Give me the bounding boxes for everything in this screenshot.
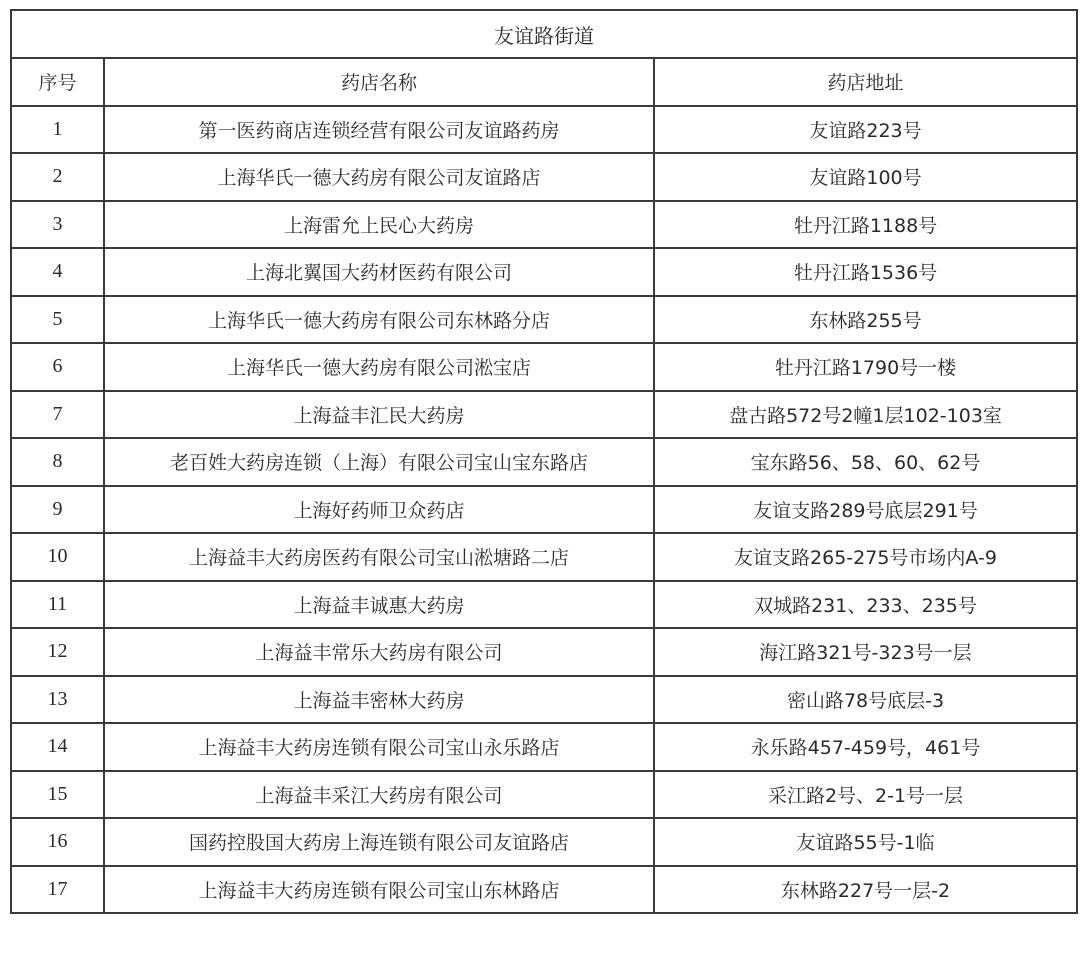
row-number: 8 xyxy=(11,438,104,486)
pharmacy-table xyxy=(10,9,1078,914)
header-address: 药店地址 xyxy=(654,58,1077,106)
pharmacy-address: 牡丹江路1536号 xyxy=(654,248,1077,296)
header-name: 药店名称 xyxy=(104,58,654,106)
row-number: 6 xyxy=(11,343,104,391)
pharmacy-name: 上海益丰常乐大药房有限公司 xyxy=(104,628,654,676)
table-title: 友谊路街道 xyxy=(11,10,1077,58)
pharmacy-name: 上海益丰大药房医药有限公司宝山淞塘路二店 xyxy=(104,533,654,581)
table-row xyxy=(11,676,1077,724)
pharmacy-address: 双城路231、233、235号 xyxy=(654,581,1077,629)
table-row xyxy=(11,248,1077,296)
row-number: 1 xyxy=(11,106,104,154)
header-number: 序号 xyxy=(11,58,104,106)
pharmacy-name: 上海华氏一德大药房有限公司淞宝店 xyxy=(104,343,654,391)
row-number: 7 xyxy=(11,391,104,439)
pharmacy-address: 东林路255号 xyxy=(654,296,1077,344)
row-number: 10 xyxy=(11,533,104,581)
pharmacy-name: 上海益丰采江大药房有限公司 xyxy=(104,771,654,819)
row-number: 2 xyxy=(11,153,104,201)
table-row xyxy=(11,438,1077,486)
row-number: 9 xyxy=(11,486,104,534)
row-number: 16 xyxy=(11,818,104,866)
pharmacy-address: 东林路227号一层-2 xyxy=(654,866,1077,914)
table-row xyxy=(11,343,1077,391)
pharmacy-address: 友谊支路289号底层291号 xyxy=(654,486,1077,534)
row-number: 3 xyxy=(11,201,104,249)
pharmacy-address: 友谊路55号-1临 xyxy=(654,818,1077,866)
row-number: 17 xyxy=(11,866,104,914)
pharmacy-name: 上海华氏一德大药房有限公司友谊路店 xyxy=(104,153,654,201)
pharmacy-address: 海江路321号-323号一层 xyxy=(654,628,1077,676)
row-number: 11 xyxy=(11,581,104,629)
table-row xyxy=(11,723,1077,771)
pharmacy-address: 友谊路223号 xyxy=(654,106,1077,154)
pharmacy-name: 国药控股国大药房上海连锁有限公司友谊路店 xyxy=(104,818,654,866)
row-number: 5 xyxy=(11,296,104,344)
row-number: 13 xyxy=(11,676,104,724)
table-row xyxy=(11,533,1077,581)
table-body xyxy=(11,106,1077,914)
table-row xyxy=(11,296,1077,344)
pharmacy-address: 友谊路100号 xyxy=(654,153,1077,201)
table-row xyxy=(11,486,1077,534)
table-row xyxy=(11,106,1077,154)
pharmacy-name: 上海益丰汇民大药房 xyxy=(104,391,654,439)
pharmacy-address: 密山路78号底层-3 xyxy=(654,676,1077,724)
table-row xyxy=(11,581,1077,629)
pharmacy-address: 宝东路56、58、60、62号 xyxy=(654,438,1077,486)
pharmacy-name: 上海益丰大药房连锁有限公司宝山永乐路店 xyxy=(104,723,654,771)
pharmacy-address: 友谊支路265-275号市场内A-9 xyxy=(654,533,1077,581)
pharmacy-address: 牡丹江路1790号一楼 xyxy=(654,343,1077,391)
table-row xyxy=(11,201,1077,249)
table-row xyxy=(11,628,1077,676)
pharmacy-name: 上海益丰诚惠大药房 xyxy=(104,581,654,629)
row-number: 12 xyxy=(11,628,104,676)
header-row xyxy=(11,58,1077,106)
row-number: 4 xyxy=(11,248,104,296)
table-row xyxy=(11,866,1077,914)
table-row xyxy=(11,818,1077,866)
title-row xyxy=(11,10,1077,58)
pharmacy-address: 采江路2号、2-1号一层 xyxy=(654,771,1077,819)
pharmacy-name: 第一医药商店连锁经营有限公司友谊路药房 xyxy=(104,106,654,154)
pharmacy-name: 老百姓大药房连锁（上海）有限公司宝山宝东路店 xyxy=(104,438,654,486)
row-number: 14 xyxy=(11,723,104,771)
pharmacy-name: 上海北翼国大药材医药有限公司 xyxy=(104,248,654,296)
table-row xyxy=(11,153,1077,201)
pharmacy-address: 牡丹江路1188号 xyxy=(654,201,1077,249)
pharmacy-name: 上海好药师卫众药店 xyxy=(104,486,654,534)
pharmacy-name: 上海益丰密林大药房 xyxy=(104,676,654,724)
pharmacy-address: 盘古路572号2幢1层102-103室 xyxy=(654,391,1077,439)
table-row xyxy=(11,771,1077,819)
pharmacy-name: 上海华氏一德大药房有限公司东林路分店 xyxy=(104,296,654,344)
pharmacy-name: 上海雷允上民心大药房 xyxy=(104,201,654,249)
pharmacy-address: 永乐路457-459号，461号 xyxy=(654,723,1077,771)
table-row xyxy=(11,391,1077,439)
row-number: 15 xyxy=(11,771,104,819)
pharmacy-name: 上海益丰大药房连锁有限公司宝山东林路店 xyxy=(104,866,654,914)
